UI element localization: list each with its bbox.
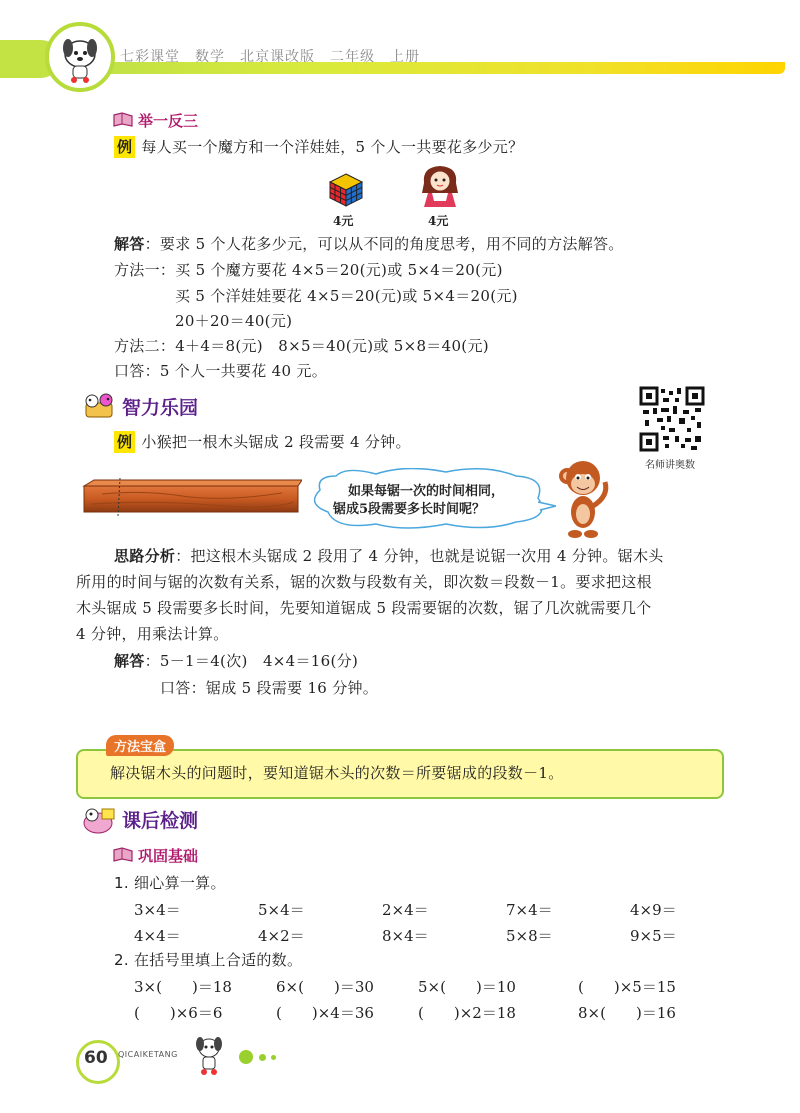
answer-label-2: 解答 <box>114 652 145 670</box>
q1-r2-c5: 9×5＝ <box>630 927 677 945</box>
book-icon-2 <box>112 847 134 867</box>
q2-r1-c2: 6×( )＝30 <box>276 978 374 996</box>
q1-r2-c3: 8×4＝ <box>382 927 429 945</box>
q1-r1-c4: 7×4＝ <box>506 901 553 919</box>
analysis-text-1: ：把这根木头锯成 2 段用了 4 分钟，也就是说锯一次用 4 分钟。锯木头 <box>175 547 664 565</box>
analysis-line-1 <box>114 545 664 567</box>
method1-label: 方法一 <box>114 261 160 279</box>
q2-r1-c3: 5×( )＝10 <box>418 978 516 996</box>
footer-dot-medium <box>259 1054 266 1061</box>
q2-r1-c1: 3×( )＝18 <box>134 978 232 996</box>
example-question-2 <box>114 431 411 453</box>
q2-r1-c4: ( )×5＝15 <box>578 978 676 996</box>
analysis-line-2: 所用的时间与锯的次数有关系，锯的次数与段数有关，即次数＝段数－1。要求把这根 <box>76 573 652 591</box>
answer-label: 解答 <box>114 235 145 253</box>
q1-title: 1. 细心算一算。 <box>114 874 226 892</box>
analysis-label: 思路分析 <box>114 547 176 565</box>
q1-r2-c2: 4×2＝ <box>258 927 305 945</box>
rubiks-cube-icon <box>328 172 364 212</box>
answer-intro-text: ：要求 5 个人花多少元，可以从不同的角度思考，用不同的方法解答。 <box>144 235 624 253</box>
section-title-zlly: 智力乐园 <box>122 397 199 419</box>
method1-line1 <box>114 259 503 281</box>
book-icon <box>112 112 134 132</box>
answer-line-2 <box>114 650 358 672</box>
mascot-logo <box>45 22 115 92</box>
example-badge-2: 例 <box>114 431 135 453</box>
price-cube: 4元 <box>333 214 354 228</box>
method2-line <box>114 335 489 357</box>
answer-text-2: ：5－1＝4(次) 4×4＝16(分) <box>144 652 359 670</box>
q1-r2-c4: 5×8＝ <box>506 927 553 945</box>
question-text: 每人买一个魔方和一个洋娃娃，5 个人一共要花多少元？ <box>141 138 524 156</box>
qr-caption: 名师讲奥数 <box>645 460 695 471</box>
page-number: 60 <box>84 1048 108 1068</box>
q1-r1-c1: 3×4＝ <box>134 901 181 919</box>
method1-line3: 20＋20＝40(元) <box>175 312 293 330</box>
bubble-text-2: 锯成5段需要多长时间呢？ <box>333 502 486 517</box>
analysis-line-3: 木头锯成 5 段需要多长时间，先要知道锯成 5 段需要锯的次数，锯了几次就需要几个 <box>76 599 652 617</box>
question-text-2: 小猴把一根木头锯成 2 段需要 4 分钟。 <box>141 433 411 451</box>
footer-mascot-icon <box>192 1034 226 1082</box>
bubble-text-1: 如果每锯一次的时间相同， <box>348 484 505 499</box>
q1-r2-c1: 4×4＝ <box>134 927 181 945</box>
footer-dot-large <box>239 1050 253 1064</box>
q2-title: 2. 在括号里填上合适的数。 <box>114 951 303 969</box>
q1-r1-c2: 5×4＝ <box>258 901 305 919</box>
q1-r1-c3: 2×4＝ <box>382 901 429 919</box>
q1-r1-c5: 4×9＝ <box>630 901 677 919</box>
footer-dot-small <box>271 1055 276 1060</box>
reply-2: 口答：锯成 5 段需要 16 分钟。 <box>160 679 379 697</box>
check-mascot-icon <box>78 803 118 839</box>
method1-line2: 买 5 个洋娃娃要花 4×5＝20(元)或 5×4＝20(元) <box>175 287 518 305</box>
footer-brand: QICAIKETANG <box>118 1050 178 1059</box>
qr-code-icon[interactable] <box>639 386 705 452</box>
method-box-text: 解决锯木头的问题时，要知道锯木头的次数＝所要锯成的段数－1。 <box>110 764 564 782</box>
doll-icon <box>418 163 462 213</box>
method1-text: ：买 5 个魔方要花 4×5＝20(元)或 5×4＝20(元) <box>159 261 503 279</box>
section-title-jyfs: 举一反三 <box>138 112 199 130</box>
method-box-tag: 方法宝盒 <box>106 735 174 756</box>
analysis-line-4: 4 分钟，用乘法计算。 <box>76 625 229 643</box>
q2-r2-c1: ( )×6＝6 <box>134 1004 223 1022</box>
price-doll: 4元 <box>428 214 449 228</box>
q2-r2-c3: ( )×2＝18 <box>418 1004 516 1022</box>
method2-label: 方法二 <box>114 337 160 355</box>
header-title: 七彩课堂 数学 北京课改版 二年级 上册 <box>120 49 420 65</box>
section-title-khjc: 课后检测 <box>122 810 199 832</box>
q2-r2-c2: ( )×4＝36 <box>276 1004 374 1022</box>
example-question-1 <box>114 136 523 158</box>
treasure-mascot-icon <box>80 391 118 425</box>
example-badge: 例 <box>114 136 135 158</box>
monkey-icon <box>553 456 615 544</box>
reply-1: 口答：5 个人一共要花 40 元。 <box>114 362 328 380</box>
wood-log-image <box>82 478 302 520</box>
subsection-title-ggjc: 巩固基础 <box>138 847 199 865</box>
answer-intro <box>114 233 624 255</box>
q2-r2-c4: 8×( )＝16 <box>578 1004 676 1022</box>
method2-text: ：4＋4＝8(元) 8×5＝40(元)或 5×8＝40(元) <box>159 337 489 355</box>
